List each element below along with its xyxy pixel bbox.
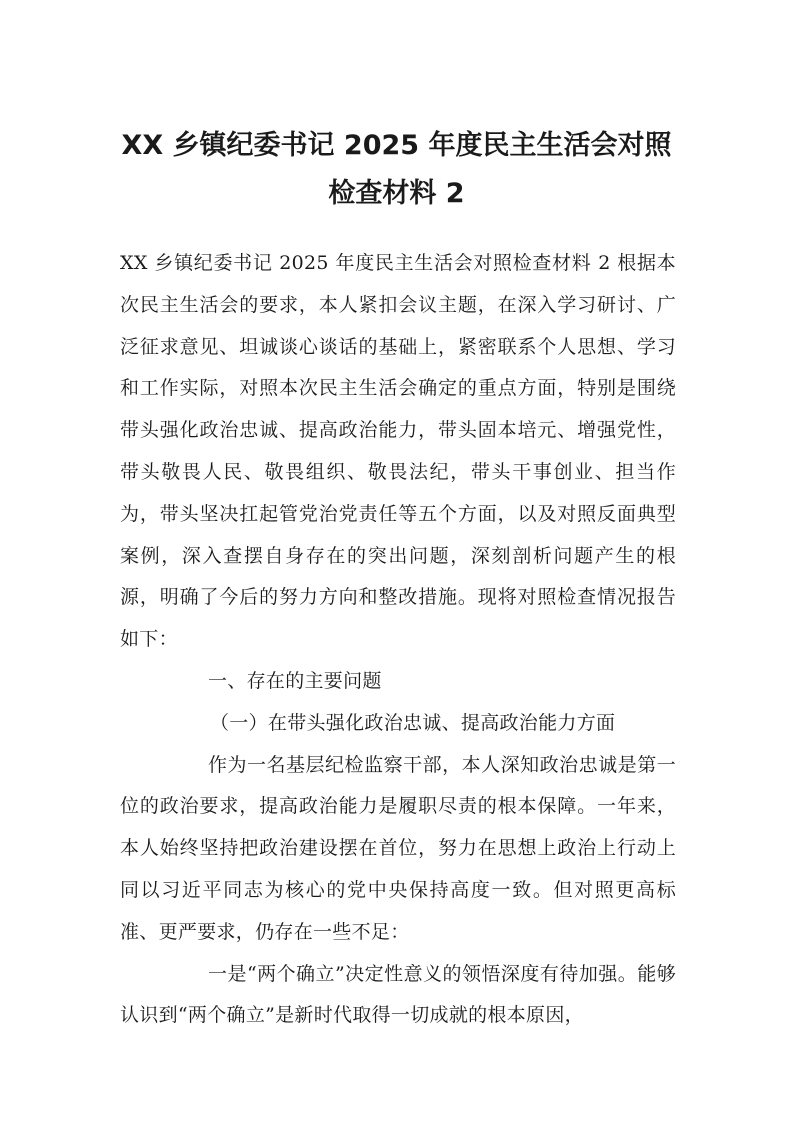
section-heading: 一、存在的主要问题 bbox=[208, 669, 382, 692]
document-title-line-2: 检查材料 2 bbox=[328, 178, 465, 209]
body-paragraph: 作为一名基层纪检监察干部，本人深知政治忠诚是第一位的政治要求，提高政治能力是履职尽责的根本保障。一年来，本人始终坚持把政治建设摆在首位，努力在思想上政治上行动上同以习近平同志为核心的党中央保持高度一致。但对照更高标准、更严要求，仍存在一些不足： bbox=[120, 753, 676, 943]
subsection-heading: （一）在带头强化政治忠诚、提高政治能力方面 bbox=[210, 711, 616, 734]
document-body bbox=[120, 243, 676, 1037]
intro-paragraph: XX 乡镇纪委书记 2025 年度民主生活会对照检查材料 2 根据本次民主生活会的要求，本人紧扣会议主题，在深入学习研讨、广泛征求意见、坦诚谈心谈话的基础上，紧密联系个人思想、学习和工作实际，对照本次民主生活会确定的重点方面，特别是围绕带头强化政治忠诚、提高政治能力，带头固本培元、增强党性，带头敬畏人民、敬畏组织、敬畏法纪，带头干事创业、担当作为，带头坚决扛起管党治党责任等五个方面，以及对照反面典型案例，深入查摆自身存在的突出问题，深刻剖析问题产生的根源，明确了今后的努力方向和整改措施。现将对照检查情况报告如下： bbox=[120, 252, 676, 651]
body-paragraph: 一是“两个确立”决定性意义的领悟深度有待加强。能够认识到“两个确立”是新时代取得一切成就的根本原因， bbox=[120, 962, 676, 1027]
document-title-line-1: XX 乡镇纪委书记 2025 年度民主生活会对照 bbox=[121, 130, 672, 161]
